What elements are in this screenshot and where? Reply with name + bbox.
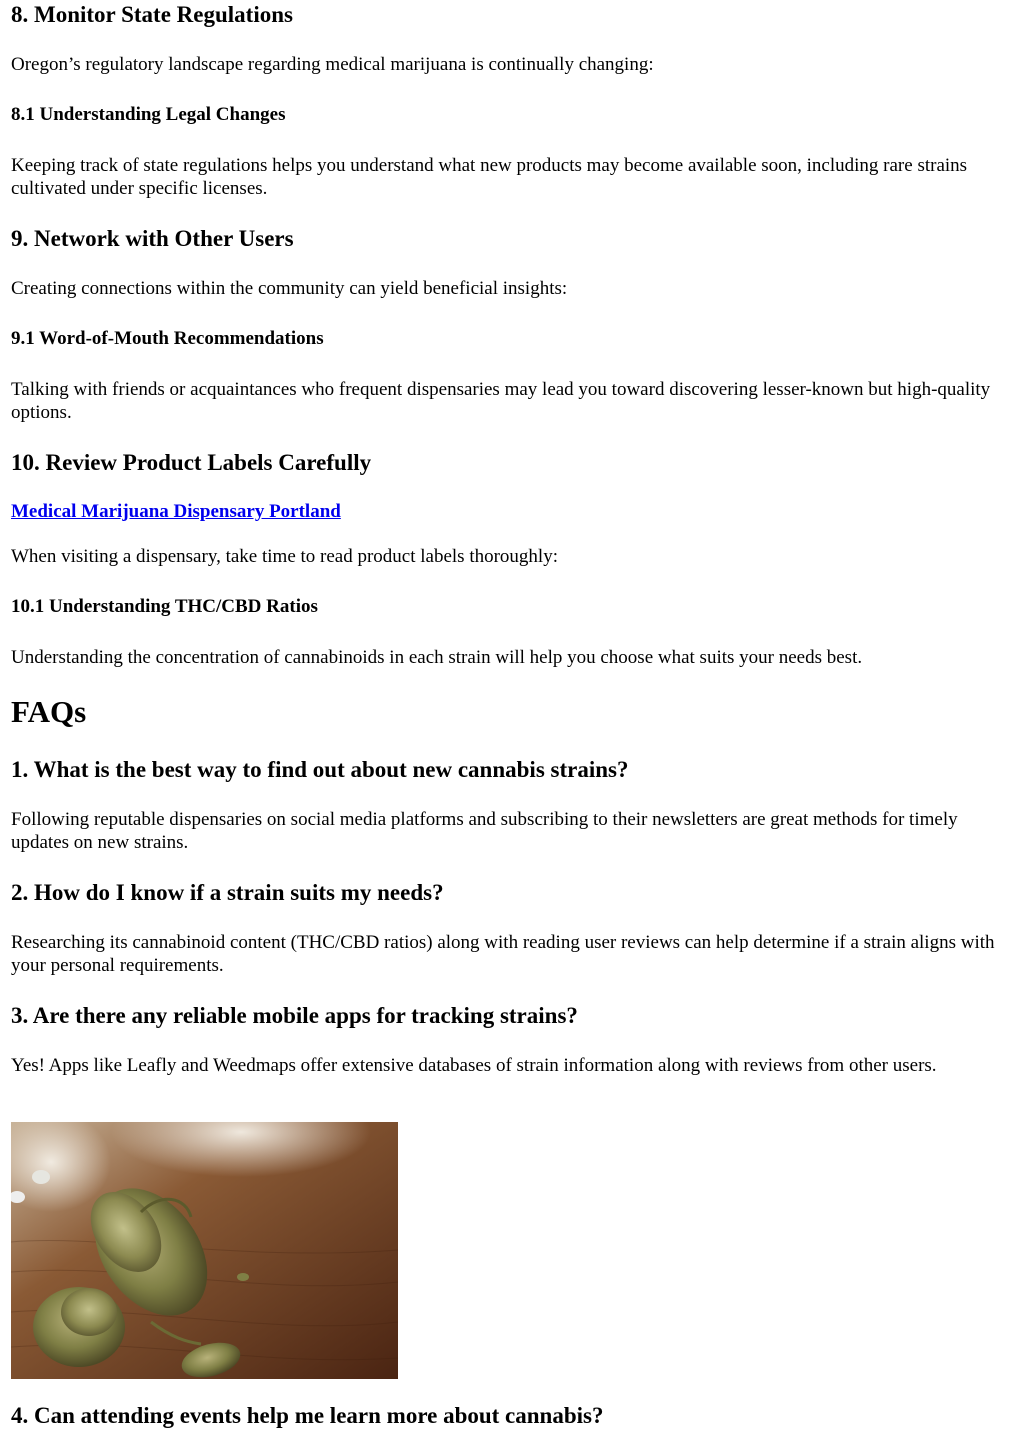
section-10-heading: 10. Review Product Labels Carefully: [11, 450, 372, 475]
section-9-heading: 9. Network with Other Users: [11, 226, 294, 251]
faq-1-question: 1. What is the best way to find out about new cannabis strains?: [11, 757, 629, 782]
faq-1-answer: Following reputable dispensaries on social media platforms and subscribing to their newsletters are great methods for timely updates on new strains.: [11, 809, 958, 853]
faq-4-question: 4. Can attending events help me learn more about cannabis?: [11, 1403, 604, 1428]
dispensary-link-wrapper: [11, 500, 341, 524]
dispensary-portland-link[interactable]: Medical Marijuana Dispensary Portland: [11, 501, 341, 522]
section-10-1-body: Understanding the concentration of cannabinoids in each strain will help you choose what suits your needs best.: [11, 647, 863, 668]
faq-2-answer: Researching its cannabinoid content (THC/CBD ratios) along with reading user reviews can help determine if a strain aligns with your personal requirements.: [11, 932, 995, 976]
section-8-heading: 8. Monitor State Regulations: [11, 2, 293, 27]
faq-3-answer: Yes! Apps like Leafly and Weedmaps offer extensive databases of strain information along with reviews from other users.: [11, 1055, 937, 1076]
section-10-1-heading: 10.1 Understanding THC/CBD Ratios: [11, 596, 318, 617]
section-10-intro: When visiting a dispensary, take time to read product labels thoroughly:: [11, 546, 558, 567]
cannabis-buds-photo: [11, 1122, 398, 1379]
section-8-1-body: Keeping track of state regulations helps you understand what new products may become available soon, including rare strains cultivated under specific licenses.: [11, 155, 968, 199]
cannabis-buds-illustration: [11, 1122, 398, 1379]
section-9-intro: Creating connections within the community can yield beneficial insights:: [11, 278, 568, 299]
section-8-intro: Oregon’s regulatory landscape regarding medical marijuana is continually changing:: [11, 54, 654, 75]
section-8-1-heading: 8.1 Understanding Legal Changes: [11, 104, 286, 125]
faq-2-question: 2. How do I know if a strain suits my needs?: [11, 880, 444, 905]
faq-3-question: 3. Are there any reliable mobile apps for tracking strains?: [11, 1003, 578, 1028]
section-9-1-heading: 9.1 Word-of-Mouth Recommendations: [11, 328, 324, 349]
section-9-1-body: Talking with friends or acquaintances who frequent dispensaries may lead you toward discovering lesser-known but high-quality options.: [11, 379, 991, 423]
faqs-heading: FAQs: [11, 694, 87, 729]
